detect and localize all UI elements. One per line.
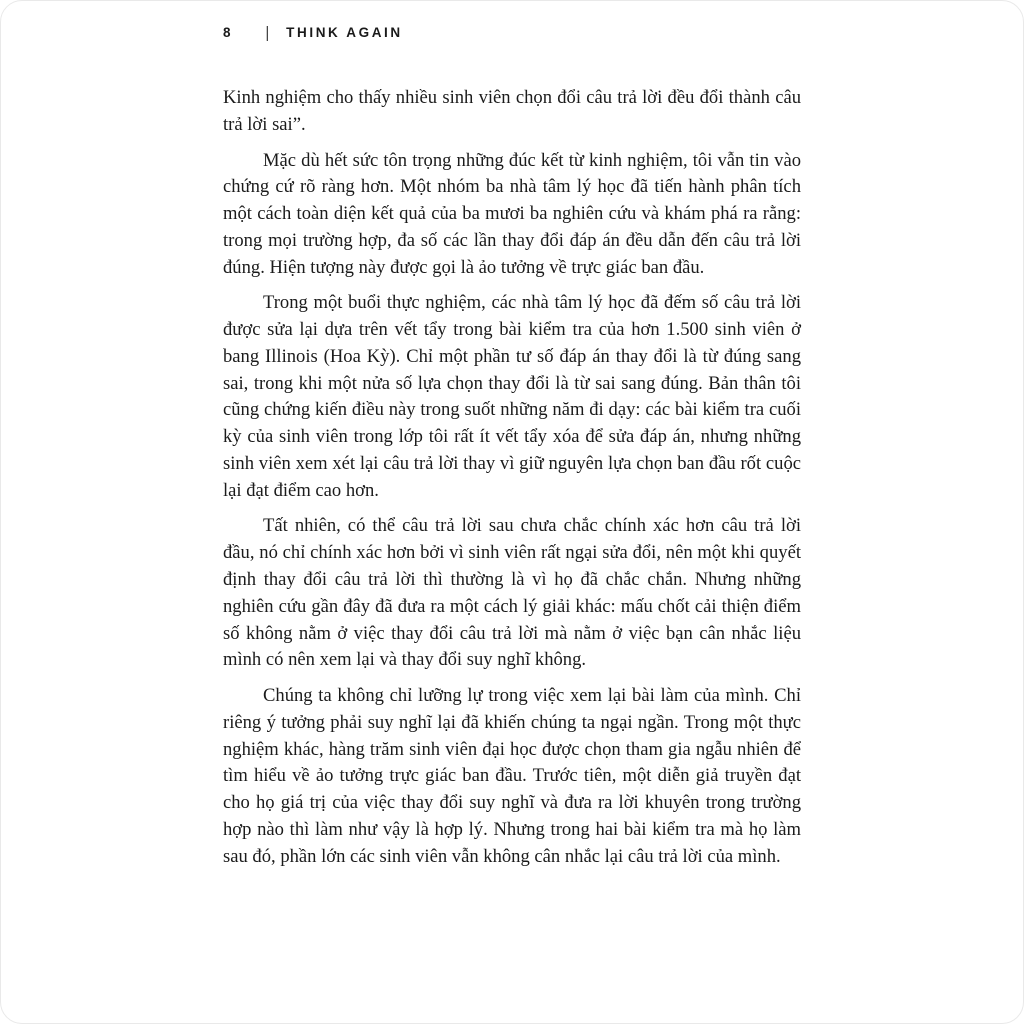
page-body bbox=[223, 85, 801, 870]
book-title: THINK AGAIN bbox=[286, 24, 403, 40]
text-column bbox=[223, 1, 801, 870]
paragraph: Kinh nghiệm cho thấy nhiều sinh viên chọn đổi câu trả lời đều đổi thành câu trả lời sai”. bbox=[223, 87, 801, 135]
paragraph: Trong một buổi thực nghiệm, các nhà tâm lý học đã đếm số câu trả lời được sửa lại dựa trên vết tẩy trong bài kiểm tra của hơn 1.500 sinh viên ở bang Illinois (Hoa Kỳ). Chỉ một phần tư số đáp án thay đổi là từ đúng sang sai, trong khi một nửa số lựa chọn thay đổi là từ sai sang đúng. Bản thân tôi cũng chứng kiến điều này trong suốt những năm đi dạy: các bài kiểm tra cuối kỳ của sinh viên trong lớp tôi rất ít vết tẩy xóa để sửa đáp án, nhưng những sinh viên xem xét lại câu trả lời thay vì giữ nguyên lựa chọn ban đầu rốt cuộc lại đạt điểm cao hơn. bbox=[223, 292, 801, 501]
paragraph: Mặc dù hết sức tôn trọng những đúc kết từ kinh nghiệm, tôi vẫn tin vào chứng cứ rõ ràng hơn. Một nhóm ba nhà tâm lý học đã tiến hành phân tích một cách toàn diện kết quả của ba mươi ba nghiên cứu và khám phá ra rằng: trong mọi trường hợp, đa số các lần thay đổi đáp án đều dẫn đến câu trả lời đúng. Hiện tượng này được gọi là ảo tưởng về trực giác ban đầu. bbox=[223, 149, 801, 278]
paragraph: Tất nhiên, có thể câu trả lời sau chưa chắc chính xác hơn câu trả lời đầu, nó chỉ chính xác hơn bởi vì sinh viên rất ngại sửa đổi, nên một khi quyết định thay đổi câu trả lời thì thường là vì họ đã chắc chắn. Nhưng những nghiên cứu gần đây đã đưa ra một cách lý giải khác: mấu chốt cải thiện điểm số không nằm ở việc thay đổi câu trả lời mà nằm ở việc bạn cân nhắc liệu mình có nên xem lại và thay đổi suy nghĩ không. bbox=[223, 515, 801, 671]
header-divider: | bbox=[265, 22, 270, 42]
page-number: 8 bbox=[223, 24, 232, 40]
paragraph: Chúng ta không chỉ lưỡng lự trong việc xem lại bài làm của mình. Chỉ riêng ý tưởng phải suy nghĩ lại đã khiến chúng ta ngại ngần. Trong một thực nghiệm khác, hàng trăm sinh viên đại học được chọn tham gia ngẫu nhiên để tìm hiểu về ảo tưởng trực giác ban đầu. Trước tiên, một diễn giả truyền đạt cho họ giá trị của việc thay đổi suy nghĩ và đưa ra lời khuyên trong trường hợp nào thì làm như vậy là hợp lý. Nhưng trong hai bài kiểm tra mà họ làm sau đó, phần lớn các sinh viên vẫn không cân nhắc lại câu trả lời của mình. bbox=[223, 685, 801, 867]
running-header bbox=[223, 1, 801, 40]
